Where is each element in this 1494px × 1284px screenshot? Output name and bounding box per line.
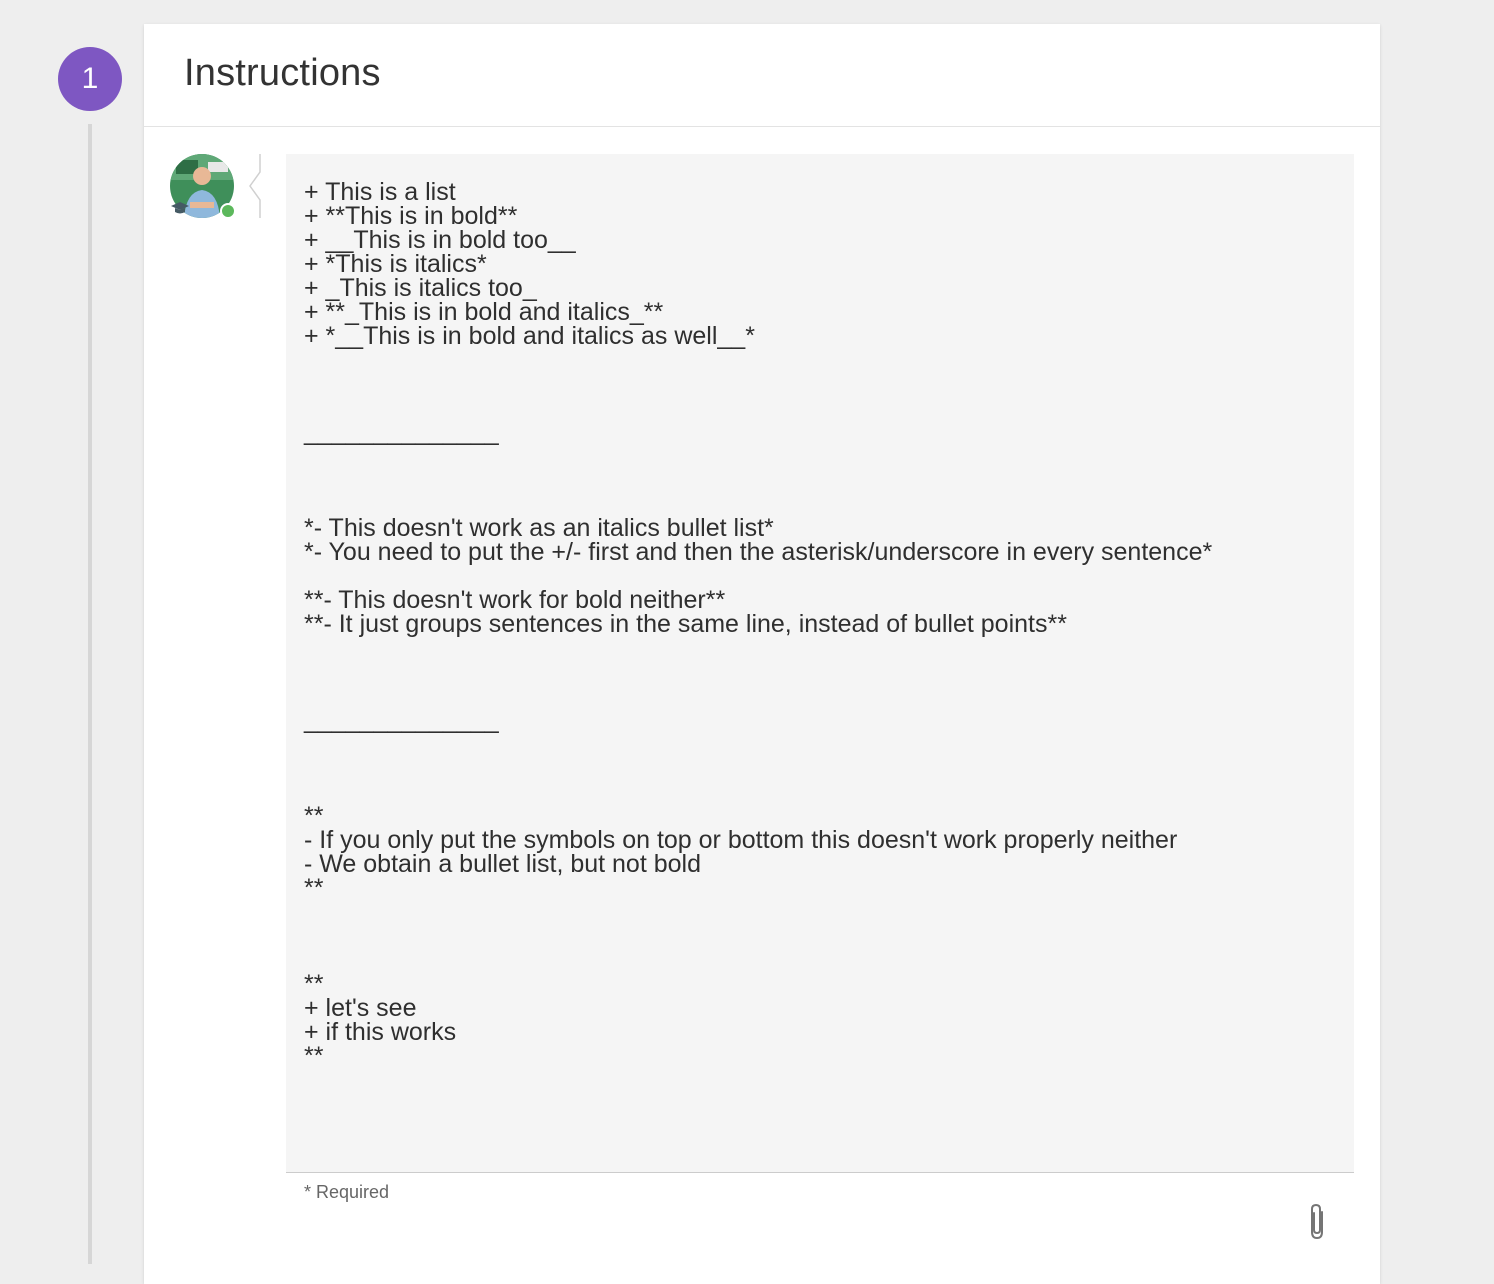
- speech-bubble-pointer: [246, 154, 266, 218]
- step-number-badge: 1: [58, 47, 122, 111]
- online-status-dot: [220, 203, 236, 219]
- step-connector-line: [88, 124, 92, 1264]
- paperclip-icon[interactable]: [1304, 1202, 1330, 1242]
- instructions-textarea[interactable]: + This is a list + **This is in bold** + __This is in bold too__ + *This is italics* + _This is italics too_ + **_This is in bold and italics_** + *__This is in bold and italics as well__* ______________ *- This doesn't work as an italics bullet list* *- You need to put the +/- first and then the asterisk/underscore in every sentence* **- This doesn't work for bold neither** **- It just groups sentences in the same line, instead of bullet points** ______________ ** - If you only put the symbols on top or bottom this doesn't work properly neither - We obtain a bullet list, but not bold ** ** + let's see + if this works **: [286, 154, 1354, 1173]
- instructions-card: [144, 24, 1380, 1284]
- graduation-cap-icon: [170, 200, 190, 216]
- user-avatar[interactable]: [170, 154, 234, 218]
- card-title: Instructions: [184, 52, 381, 94]
- required-label: * Required: [304, 1182, 390, 1202]
- card-header: [144, 24, 1380, 127]
